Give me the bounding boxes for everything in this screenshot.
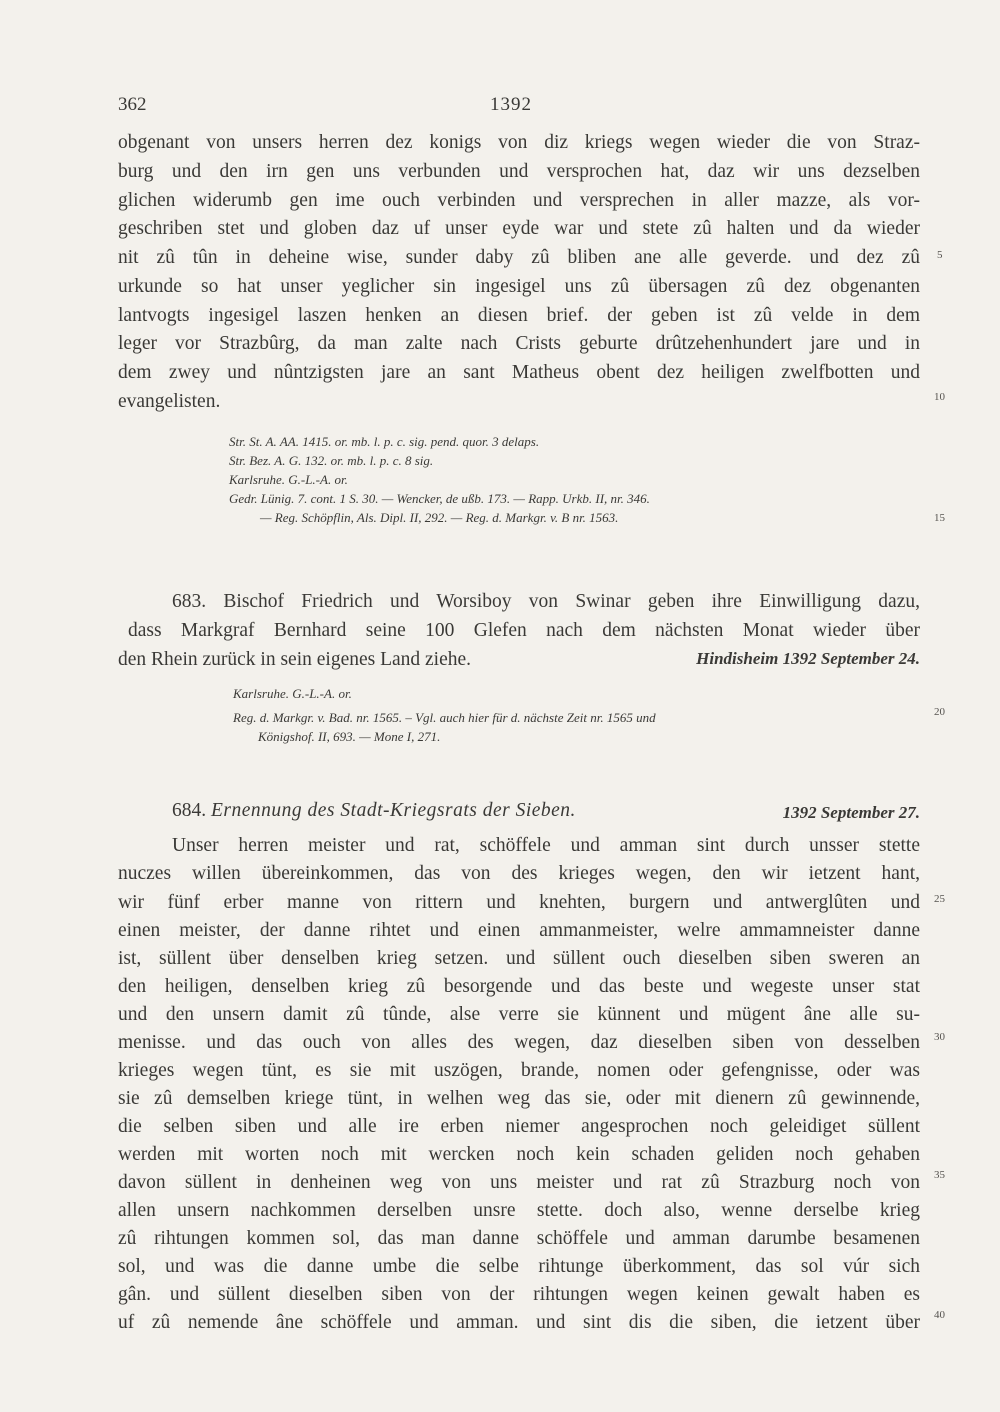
text-line: glichen widerumb gen ime ouch verbinden und versprechen in aller mazze, als vor- [118, 190, 920, 211]
source-line: Königshof. II, 693. — Mone I, 271. [258, 729, 441, 744]
margin-number: 35 [934, 1169, 945, 1181]
text-line: menisse. und das ouch von alles des wegen, daz dieselben siben von desselben [118, 1032, 920, 1053]
source-line: Str. St. A. AA. 1415. or. mb. l. p. c. sig. pend. quor. 3 delaps. [229, 434, 540, 449]
text-line: einen meister, der danne rihtet und einen ammanmeister, welre ammamneister danne [118, 920, 920, 941]
text-line: obgenant von unsers herren dez konigs von diz kriegs wegen wieder die von Straz- [118, 132, 920, 153]
margin-number: 15 [934, 512, 945, 524]
margin-number: 40 [934, 1309, 945, 1321]
text-line: allen unsern nachkommen derselben unsre stette. doch also, wenne derselbe krieg [118, 1200, 920, 1221]
entry-date: 1392 September 27. [782, 803, 920, 822]
text-line: und den unsern damit zû tûnde, alse verre sie künnent und mügent âne alle su- [118, 1004, 920, 1025]
text-line: urkunde so hat unser yeglicher sin ingesigel uns zû übersagen zû dez obgenanten [118, 276, 920, 297]
text-line: die selben siben und alle ire erben niemer angesprochen noch geleidiget süllent [118, 1116, 920, 1137]
source-line: Karlsruhe. G.-L.-A. or. [233, 686, 352, 701]
text-line: zû rihtungen kommen sol, das man danne schöffele und amman darumbe besamenen [118, 1228, 920, 1249]
source-line: — Reg. Schöpflin, Als. Dipl. II, 292. — Reg. d. Markgr. v. B nr. 1563. [260, 510, 619, 525]
text-line: ist, süllent über denselben krieg setzen. und süllent ouch dieselben siben sweren an [118, 948, 920, 969]
text-line: burg und den irn gen uns verbunden und versprochen hat, daz wir uns dezselben [118, 161, 920, 182]
text-line: geschriben stet und globen daz uf unser eyde war und stete zû halten und da wieder [118, 218, 920, 239]
margin-number: 25 [934, 893, 945, 905]
text-line: nuczes willen übereinkommen, das von des krieges wegen, den wir ietzent hant, [118, 863, 920, 884]
text-line: nit zû tûn in deheine wise, sunder daby zû bliben ane alle geverde. und dez zû [118, 247, 920, 268]
text-line: den Rhein zurück in sein eigenes Land ziehe. [118, 649, 472, 670]
source-line: Karlsruhe. G.-L.-A. or. [229, 472, 348, 487]
entry-date: Hindisheim 1392 September 24. [696, 649, 920, 668]
margin-number: 10 [934, 391, 945, 403]
text-line: wir fünf erber manne von rittern und knehten, burgern und antwerglûten und [118, 892, 920, 913]
entry-number: 683. [172, 591, 207, 612]
margin-number: 5 [937, 249, 943, 261]
page-number: 362 [118, 94, 147, 115]
text-line: davon süllent in denheinen weg von uns meister und rat zû Strazburg noch von [118, 1172, 920, 1193]
entry-first-line [172, 588, 920, 615]
entry-number: 684. [172, 800, 207, 821]
text-line: dem zwey und nûntzigsten jare an sant Matheus obent dez heiligen zwelfbotten und [118, 362, 920, 383]
text-line: evangelisten. [118, 391, 221, 412]
text-line: sie zû demselben kriege tünt, in welhen weg das sie, oder mit dienern zû gewinnende, [118, 1088, 920, 1109]
text-line: dass Markgraf Bernhard seine 100 Glefen nach dem nächsten Monat wieder über [128, 620, 920, 641]
text-line: den heiligen, denselben krieg zû besorgende und das beste und wegeste unser stat [118, 976, 920, 997]
margin-number: 30 [934, 1031, 945, 1043]
text-line: krieges wegen tünt, es sie mit uszögen, brande, nomen oder gefengnisse, oder was [118, 1060, 920, 1081]
text-line: sol, und was die danne umbe die selbe rihtunge überkomment, das sol vúr sich [118, 1256, 920, 1277]
source-line: Str. Bez. A. G. 132. or. mb. l. p. c. 8 sig. [229, 453, 434, 468]
entry-title: Ernennung des Stadt-Kriegsrats der Sieben. [211, 800, 576, 821]
text-line: lantvogts ingesigel laszen henken an diesen brief. der geben ist zû velde in dem [118, 305, 920, 326]
text-line: uf zû nemende âne schöffele und amman. und sint dis die siben, die ietzent über [118, 1312, 920, 1333]
source-line: Reg. d. Markgr. v. Bad. nr. 1565. – Vgl. auch hier für d. nächste Zeit nr. 1565 und [233, 710, 656, 725]
page-year-header: 1392 [490, 94, 532, 115]
text-line: werden mit worten noch mit wercken noch kein schaden geliden noch gehaben [118, 1144, 920, 1165]
text-line: leger vor Strazbûrg, da man zalte nach Crists geburte drûtzehenhundert jare und in [118, 333, 920, 354]
margin-number: 20 [934, 706, 945, 718]
text-line: Unser herren meister und rat, schöffele und amman sint durch unsser stette [172, 835, 920, 856]
entry-text: Bischof Friedrich und Worsiboy von Swinar geben ihre Einwilligung dazu, [223, 591, 920, 612]
entry-heading [172, 800, 576, 822]
text-line: gân. und süllent dieselben siben von der rihtungen wegen keinen gewalt haben es [118, 1284, 920, 1305]
source-line: Gedr. Lünig. 7. cont. 1 S. 30. — Wencker, de ußb. 173. — Rapp. Urkb. II, nr. 346. [229, 491, 650, 506]
